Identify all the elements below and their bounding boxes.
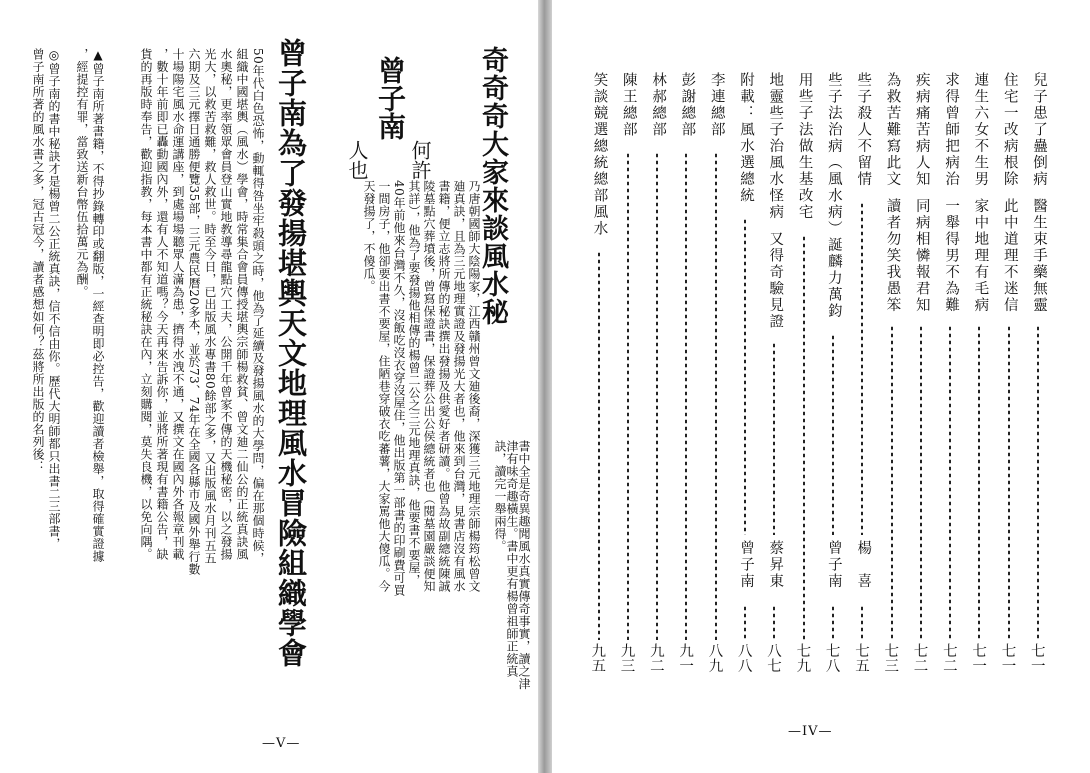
- toc-page-number: 七 五: [855, 644, 870, 676]
- toc-annotation: 同病相憐報君知: [913, 197, 930, 313]
- toc-page-number: 八 七: [767, 644, 782, 676]
- toc-page-number: 七 九: [796, 644, 812, 676]
- page-folio: —IV—: [788, 724, 833, 739]
- toc-leader-dots: [861, 605, 863, 640]
- note-line: 曾子南所著的風水書之多，冠古冠今，讀者感想如何？茲將所出版的名列後：: [31, 48, 45, 473]
- toc-title: 些子法治病（風水病）誕麟力萬鈞: [825, 72, 842, 320]
- bio-line: 書籍，便立志將所傳的秘訣撰出發揚及供愛好者研讀。他曾為故副總統陳誠: [437, 180, 451, 593]
- toc-annotation: 一舉得男不為難: [943, 197, 960, 313]
- toc-title: 求得曾師把病治: [943, 72, 960, 188]
- main-title: 奇奇奇大家來談風水秘: [477, 46, 508, 326]
- toc-leader-dots: [773, 605, 775, 640]
- author-query: 何許: [408, 140, 432, 180]
- toc-author: 曾子南: [738, 540, 754, 590]
- toc-leader-dots: [978, 325, 980, 640]
- toc-leader-dots: [627, 152, 629, 640]
- toc-leader-dots: [773, 342, 775, 536]
- left-page: [0, 0, 538, 773]
- toc-page-number: 七 一: [1001, 644, 1017, 676]
- toc-page-number: 九 二: [650, 644, 665, 676]
- author-query-tail: 人也: [345, 140, 369, 180]
- toc-leader-dots: [920, 325, 922, 640]
- toc-leader-dots: [861, 202, 863, 536]
- toc-leader-dots: [1037, 325, 1039, 640]
- toc-annotation: 家中地理有毛病: [972, 197, 989, 313]
- author-name: 曾子南: [374, 56, 407, 140]
- org-line: 十場陽宅風水命運講座，到處場場聽眾人滿為患，擠得水洩不通，又撰文在國內外各報章刊載: [171, 48, 185, 561]
- toc-title: 用些子法做生基改宅: [796, 72, 813, 221]
- headline: 曾子南為了發揚堪輿天文地理風水冒險組織學會: [274, 38, 308, 668]
- bio-line: 40年前他來台灣不久，沒飯吃沒衣穿沒屋住，他出版第一部書的印刷費可買: [392, 180, 406, 597]
- toc-leader-dots: [685, 152, 687, 640]
- org-line: 50年代白色恐怖，動輒得咎坐牢殺頭之時，他為了延續及發揚風水的大學問，偏在那個時候，: [251, 48, 265, 565]
- toc-leader-dots: [715, 152, 717, 640]
- org-line: 光大，以救苦救難，救人救世。時至今日，已出版風水專書80餘部之多，又出版風水月刊五五: [203, 48, 217, 565]
- toc-title: 地靈些子治風水怪病: [767, 72, 784, 221]
- bio-line: 廸真訣，且為三元地理實證及發揚光大者也，他來到台灣，見書店沒有風水: [452, 180, 466, 593]
- toc-leader-dots: [656, 152, 658, 640]
- toc-leader-dots: [598, 251, 600, 640]
- org-line: 水奧秘，更率領眾會員登山實地教導尋龍點穴工夫，公開千年曾家不傳的天機秘密，以之發揚: [219, 48, 233, 561]
- toc-leader-dots: [744, 218, 746, 535]
- title-subtext: 書中全是奇異趣聞風水真實傳奇事實，讀之津津有味奇趣橫生。書中更有楊曾祖師正統真訣，讀完一舉兩得。: [493, 440, 531, 690]
- org-line: ，數十年前即已轟動國內外，還有人不知道嗎？今天再來告訴你，並將所著現有書籍公告，缺: [155, 48, 169, 561]
- toc-annotation: 讀者勿笑我愚笨: [884, 197, 901, 313]
- bio-line: 陵墓點穴葬墳後，曾寫保證書，保證葬公出公侯總統者也（閱墓園嚴談便知: [422, 180, 436, 593]
- toc-leader-dots: [1008, 325, 1010, 640]
- toc-title: 彭謝總部: [679, 72, 696, 138]
- toc-leader-dots: [803, 235, 805, 641]
- toc-page-number: 七 二: [913, 644, 929, 676]
- note-line: ，經提控有罪，當致送新台幣伍拾萬元為酬。: [75, 48, 89, 298]
- org-line: 六期及三元擇日通勝便覽35部，三元農民曆20多本，並於73、74年在全國各縣市及國外舉行數: [187, 48, 201, 576]
- book-gutter: [538, 0, 552, 773]
- toc-author: 蔡昇東: [767, 540, 784, 590]
- bio-line: 一間房子，他卻要出書不要屋，住陋巷穿破衣吃蕃薯，大家罵他大傻瓜。今: [377, 180, 391, 593]
- bio-line: 乃唐朝國師大陰陽家，江西贛州曾文廸後裔，深獲三元地理宗師楊筠松曾文: [467, 180, 481, 593]
- right-page: [552, 0, 1090, 773]
- toc-page-number: 七 一: [1031, 644, 1046, 676]
- toc-annotation: 此中道理不迷信: [1001, 197, 1018, 313]
- toc-leader-dots: [891, 325, 893, 640]
- toc-title: 陳王總部: [620, 72, 637, 138]
- toc-leader-dots: [832, 334, 834, 536]
- bio-line: 其詳），他為了要發揚他相傳的楊曾二公之三元地理真訣，他要書不要屋，: [407, 180, 421, 587]
- toc-author: 楊 喜: [855, 540, 872, 590]
- toc-page-number: 七 二: [943, 644, 958, 676]
- toc-leader-dots: [949, 325, 951, 640]
- toc-page-number: 九 三: [620, 644, 636, 676]
- toc-title: 疾病痛苦病人知: [913, 72, 930, 188]
- org-line: 組織中國堪輿（風水）學會，時常集合會員傳授堪輿宗師楊救貧、曾文廸二仙公的正統真訣風: [235, 48, 249, 561]
- toc-page-number: 九 五: [591, 644, 606, 676]
- toc-annotation: 醫生束手藥無靈: [1031, 197, 1047, 313]
- toc-title: 附載：風水選總統: [738, 72, 754, 204]
- toc-title: 住宅一改病根除: [1001, 72, 1018, 188]
- toc-leader-dots: [832, 605, 834, 640]
- org-line: 貨的再版時奉告，歡迎指教，每本書中都有正統秘訣在內，立刻購閱，莫失良機，以免向隅。: [139, 48, 153, 561]
- note-line: ▲曾子南所著書籍，不得抄錄轉印或翻版，一經查明即必控告，歡迎讀者檢舉，取得確實證據: [91, 48, 105, 563]
- toc-title: 林郝總部: [650, 72, 667, 138]
- toc-page-number: 九 一: [679, 644, 694, 676]
- page-folio: —V—: [262, 736, 301, 751]
- toc-title: 李連總部: [708, 72, 725, 138]
- toc-title: 些子殺人不留情: [855, 72, 872, 188]
- toc-title: 連生六女不生男: [972, 72, 989, 188]
- toc-title: 笑談競選總統總部風水: [591, 72, 608, 237]
- toc-page-number: 八 八: [738, 644, 753, 676]
- toc-page-number: 八 九: [708, 644, 724, 676]
- note-line: ◎曾子南的書中秘訣才是楊曾二公正統真訣，信不信由你。歷代大明師都只出書二三部書，: [47, 48, 61, 550]
- toc-annotation: 又得奇驗見證: [767, 230, 784, 330]
- toc-title: 兒子患了蠱倒病: [1031, 72, 1047, 188]
- toc-leader-dots: [744, 605, 746, 640]
- toc-page-number: 七 八: [825, 644, 841, 676]
- bio-line: 天發揚了，不傻瓜。: [362, 180, 376, 293]
- toc-page-number: 七 三: [884, 644, 899, 676]
- toc-author: 曾子南: [825, 540, 842, 590]
- toc-page-number: 七 一: [972, 644, 987, 676]
- toc-title: 為救苦難寫此文: [884, 72, 901, 188]
